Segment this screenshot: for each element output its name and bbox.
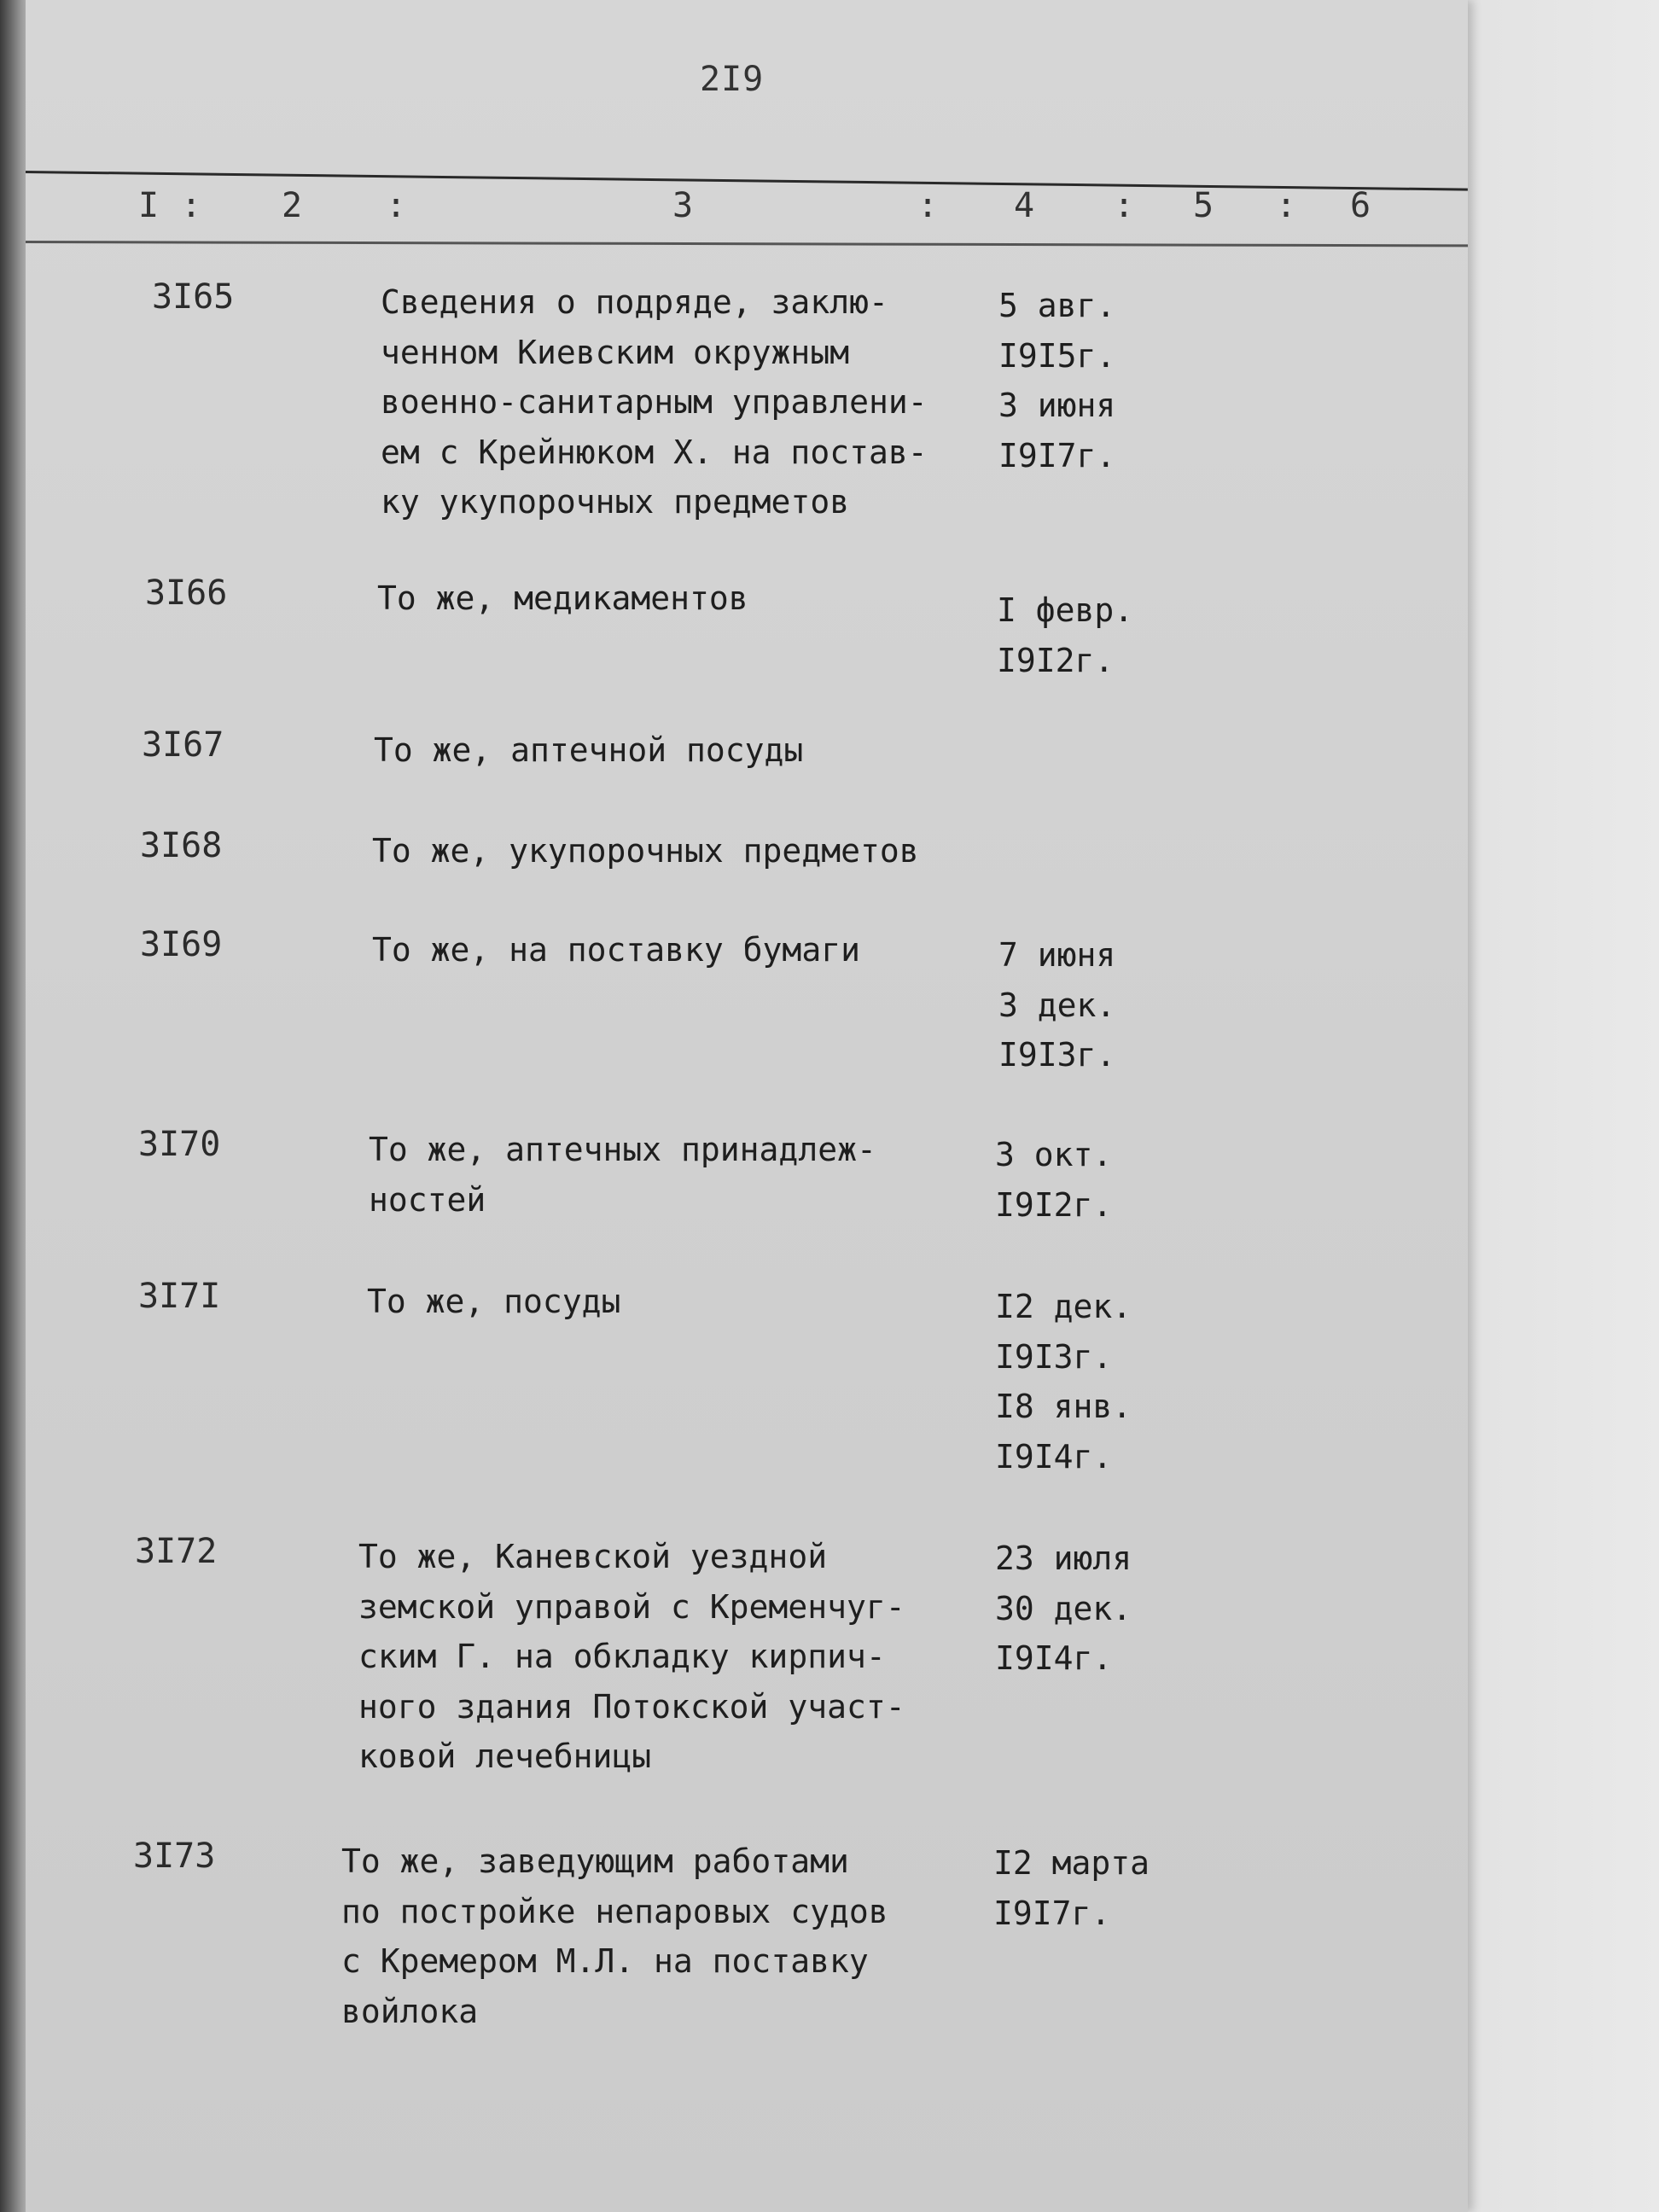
entry-dates: 23 июля 30 дек. I9I4г.	[995, 1540, 1132, 1677]
entry-number: 3I65	[152, 277, 235, 317]
entry-title: То же, аптечных принадлеж- ностей	[369, 1131, 876, 1219]
inventory-entries	[26, 0, 1468, 2212]
entry-number: 3I70	[138, 1125, 221, 1164]
column-number-6: 6	[1350, 186, 1371, 225]
document-page	[26, 0, 1468, 2212]
entry-title: Сведения о подряде, заклю- ченном Киевским окружным военно-санитарным управлени- ем с Крейнюком Х. на постав- ку укупорочных предметов	[381, 283, 928, 521]
entry-dates: 3 окт. I9I2г.	[995, 1136, 1113, 1224]
entry-number: 3I73	[133, 1837, 216, 1876]
column-number-2: 2	[282, 186, 303, 225]
entry-dates: 7 июня 3 дек. I9I3г.	[998, 936, 1116, 1074]
entry-title: То же, посуды	[367, 1283, 621, 1320]
entry-number: 3I68	[140, 826, 223, 865]
column-separator: :	[181, 186, 202, 225]
entry-title: То же, укупорочных предметов	[372, 832, 919, 870]
entry-number: 3I72	[135, 1532, 218, 1571]
entry-dates: I2 дек. I9I3г. I8 янв. I9I4г.	[995, 1288, 1132, 1476]
entry-dates: I февр. I9I2г.	[997, 591, 1134, 679]
entry-title: То же, медикаментов	[377, 579, 748, 617]
column-separator: :	[1114, 186, 1135, 225]
entry-title: То же, Каневской уездной земской управой с Кременчуг- ским Г. на обкладку кирпич- ного здания Потокской участ- ковой лечебницы	[358, 1538, 905, 1775]
column-number-3: 3	[672, 186, 694, 225]
entry-number: 3I67	[142, 725, 224, 765]
entry-title: То же, на поставку бумаги	[372, 931, 860, 969]
entry-title: То же, заведующим работами по постройке непаровых судов с Кремером М.Л. на поставку войлока	[341, 1842, 888, 2030]
entry-number: 3I66	[145, 573, 228, 613]
page-number: 2I9	[700, 60, 765, 99]
column-separator: :	[917, 186, 939, 225]
column-separator: :	[386, 186, 407, 225]
entry-title: То же, аптечной посуды	[374, 731, 804, 769]
column-number-1: I	[138, 186, 160, 225]
column-number-4: 4	[1014, 186, 1035, 225]
entry-number: 3I7I	[138, 1277, 221, 1316]
entry-dates: 5 авг. I9I5г. 3 июня I9I7г.	[998, 287, 1116, 474]
entry-number: 3I69	[140, 925, 223, 964]
entry-dates: I2 марта I9I7г.	[993, 1844, 1150, 1932]
column-number-5: 5	[1193, 186, 1214, 225]
column-separator: :	[1276, 186, 1297, 225]
